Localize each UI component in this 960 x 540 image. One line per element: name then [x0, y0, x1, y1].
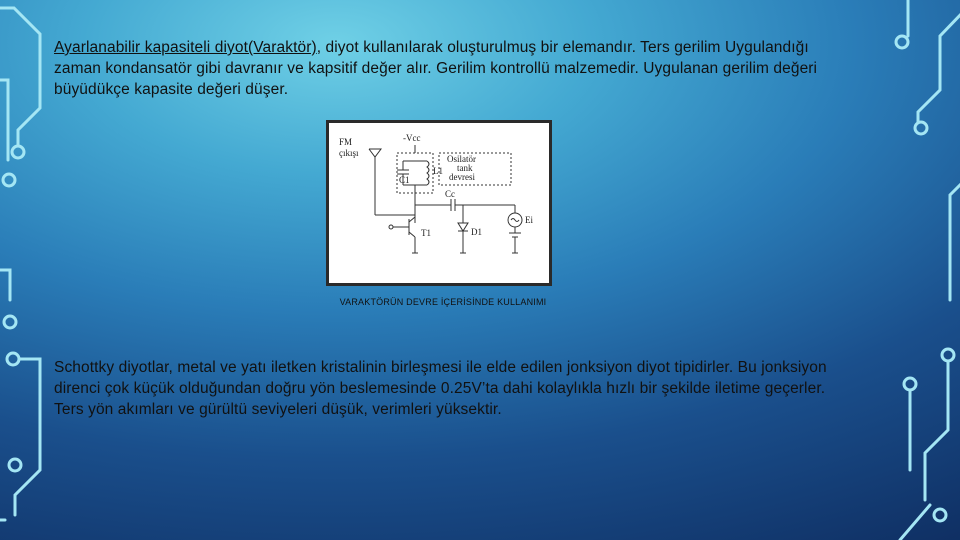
circuit-label: devresi: [449, 172, 475, 182]
ei-label: Ei: [525, 215, 533, 225]
l1-label: L1: [433, 166, 443, 176]
varactor-link[interactable]: Ayarlanabilir kapasiteli diyot(Varaktör): [54, 39, 317, 56]
paragraph-varactor: [54, 37, 854, 100]
varactor-circuit-figure: [326, 120, 552, 286]
cc-label: Cc: [445, 189, 455, 199]
vcc-label: -Vcc: [403, 133, 421, 143]
oscillator-label: Osilatör: [447, 154, 476, 164]
d1-label: D1: [471, 227, 482, 237]
fm-label: FM: [339, 137, 353, 147]
t1-label: T1: [421, 228, 431, 238]
fm-output-label: çıkışı: [339, 148, 359, 158]
tank-label: tank: [457, 163, 473, 173]
figure-caption: VARAKTÖRÜN DEVRE İÇERİSİNDE KULLANIMI: [339, 297, 547, 307]
c1-label: C1: [399, 175, 410, 185]
circuit-schematic: [329, 123, 549, 283]
paragraph-varactor-text: , diyot kullanılarak oluşturulmuş bir elemandır. Ters gerilim Uygulandığı zaman kondansatör gibi davranır ve kapsitif değer alır. Gerilim kontrollü malzemedir. Uygulanan gerilim değeri büyüdükçe kapasite değeri düşer.: [54, 39, 818, 98]
paragraph-schottky: Schottky diyotlar, metal ve yatı iletken kristalinin birleşmesi ile elde edilen jonksiyon diyot tipidirler. Bu jonksiyon direnci çok küçük olduğundan doğru yön beslemesinde 0.25V’ta dahi kolaylıkla hızlı bir şekilde iletime geçerler. Ters yön akımları ve gürültü seviyeleri düşük, verimleri yüksektir.: [54, 359, 827, 418]
